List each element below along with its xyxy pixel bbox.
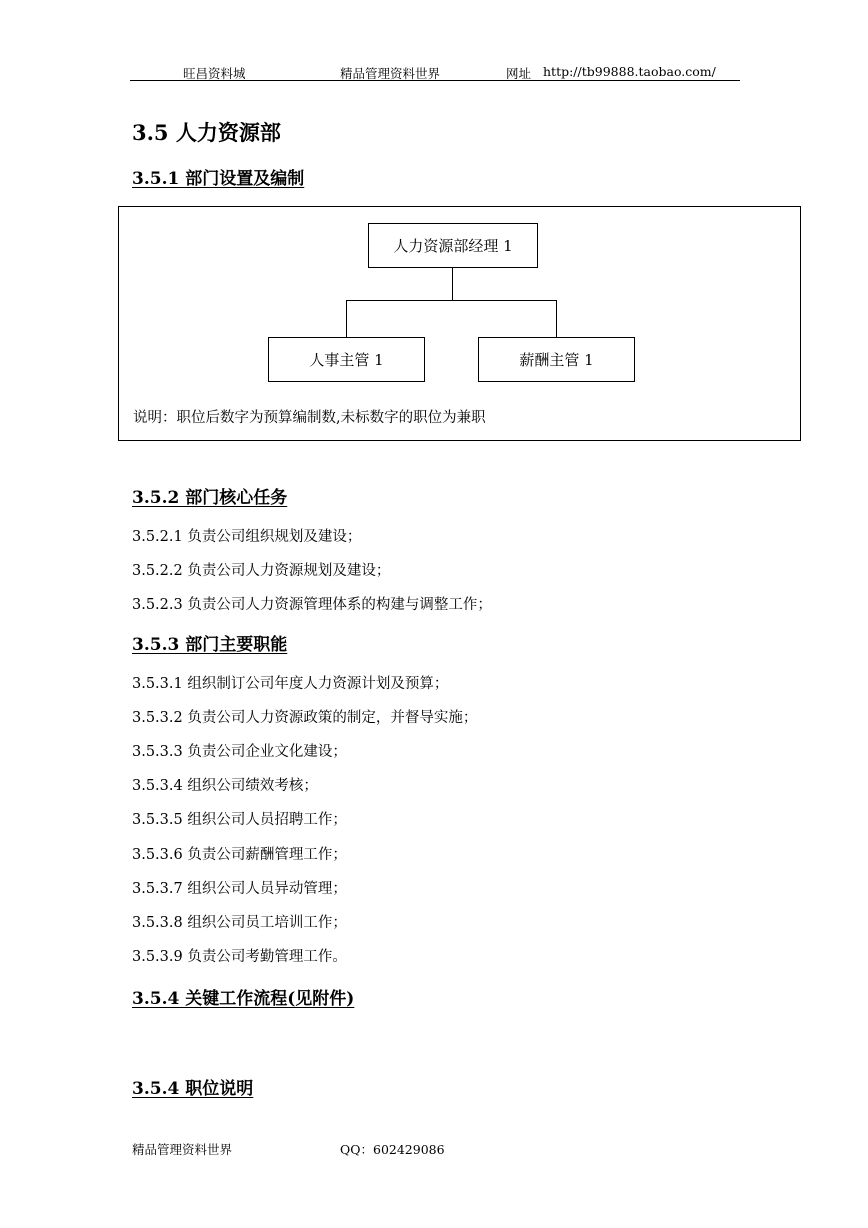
org-box-hr-manager: 人力资源部经理 1 xyxy=(368,223,538,268)
org-box-personnel-supervisor: 人事主管 1 xyxy=(268,337,425,382)
header-center-text: 精品管理资料世界 xyxy=(340,66,441,81)
list-item: 3.5.3.3 负责公司企业文化建设； xyxy=(132,744,347,760)
list-item: 3.5.3.1 组织制订公司年度人力资源计划及预算； xyxy=(132,676,449,692)
org-box-compensation-supervisor: 薪酬主管 1 xyxy=(478,337,635,382)
footer-left-text: 精品管理资料世界 xyxy=(132,1142,233,1157)
heading-3-5-4-positions: 3.5.4 职位说明 xyxy=(132,1079,254,1099)
org-connector-horizontal xyxy=(346,300,557,301)
footer-qq: QQ：602429086 xyxy=(340,1142,445,1157)
heading-3-5-4-workflow: 3.5.4 关键工作流程(见附件) xyxy=(132,989,355,1009)
header-site-label: 网址 xyxy=(506,66,532,81)
header-url: http://tb99888.taobao.com/ xyxy=(543,64,716,79)
org-connector-vertical-top xyxy=(452,268,453,301)
header-left-text: 旺昌资料城 xyxy=(183,66,246,81)
list-item: 3.5.3.8 组织公司员工培训工作； xyxy=(132,915,347,931)
heading-3-5-3: 3.5.3 部门主要职能 xyxy=(132,635,288,655)
header-divider xyxy=(130,80,740,81)
list-item: 3.5.3.9 负责公司考勤管理工作。 xyxy=(132,949,347,965)
section-title: 3.5 人力资源部 xyxy=(132,120,281,145)
org-connector-right xyxy=(556,300,557,338)
org-chart-note: 说明：职位后数字为预算编制数,未标数字的职位为兼职 xyxy=(133,410,486,426)
heading-3-5-1: 3.5.1 部门设置及编制 xyxy=(132,169,305,189)
org-connector-left xyxy=(346,300,347,338)
list-item: 3.5.2.2 负责公司人力资源规划及建设； xyxy=(132,563,391,579)
heading-3-5-2: 3.5.2 部门核心任务 xyxy=(132,488,288,508)
list-item: 3.5.3.5 组织公司人员招聘工作； xyxy=(132,812,347,828)
list-item: 3.5.3.7 组织公司人员异动管理； xyxy=(132,881,347,897)
list-item: 3.5.3.4 组织公司绩效考核； xyxy=(132,778,318,794)
list-item: 3.5.2.3 负责公司人力资源管理体系的构建与调整工作； xyxy=(132,597,492,613)
list-item: 3.5.3.6 负责公司薪酬管理工作； xyxy=(132,847,347,863)
list-item: 3.5.3.2 负责公司人力资源政策的制定，并督导实施； xyxy=(132,710,478,726)
list-item: 3.5.2.1 负责公司组织规划及建设； xyxy=(132,529,362,545)
